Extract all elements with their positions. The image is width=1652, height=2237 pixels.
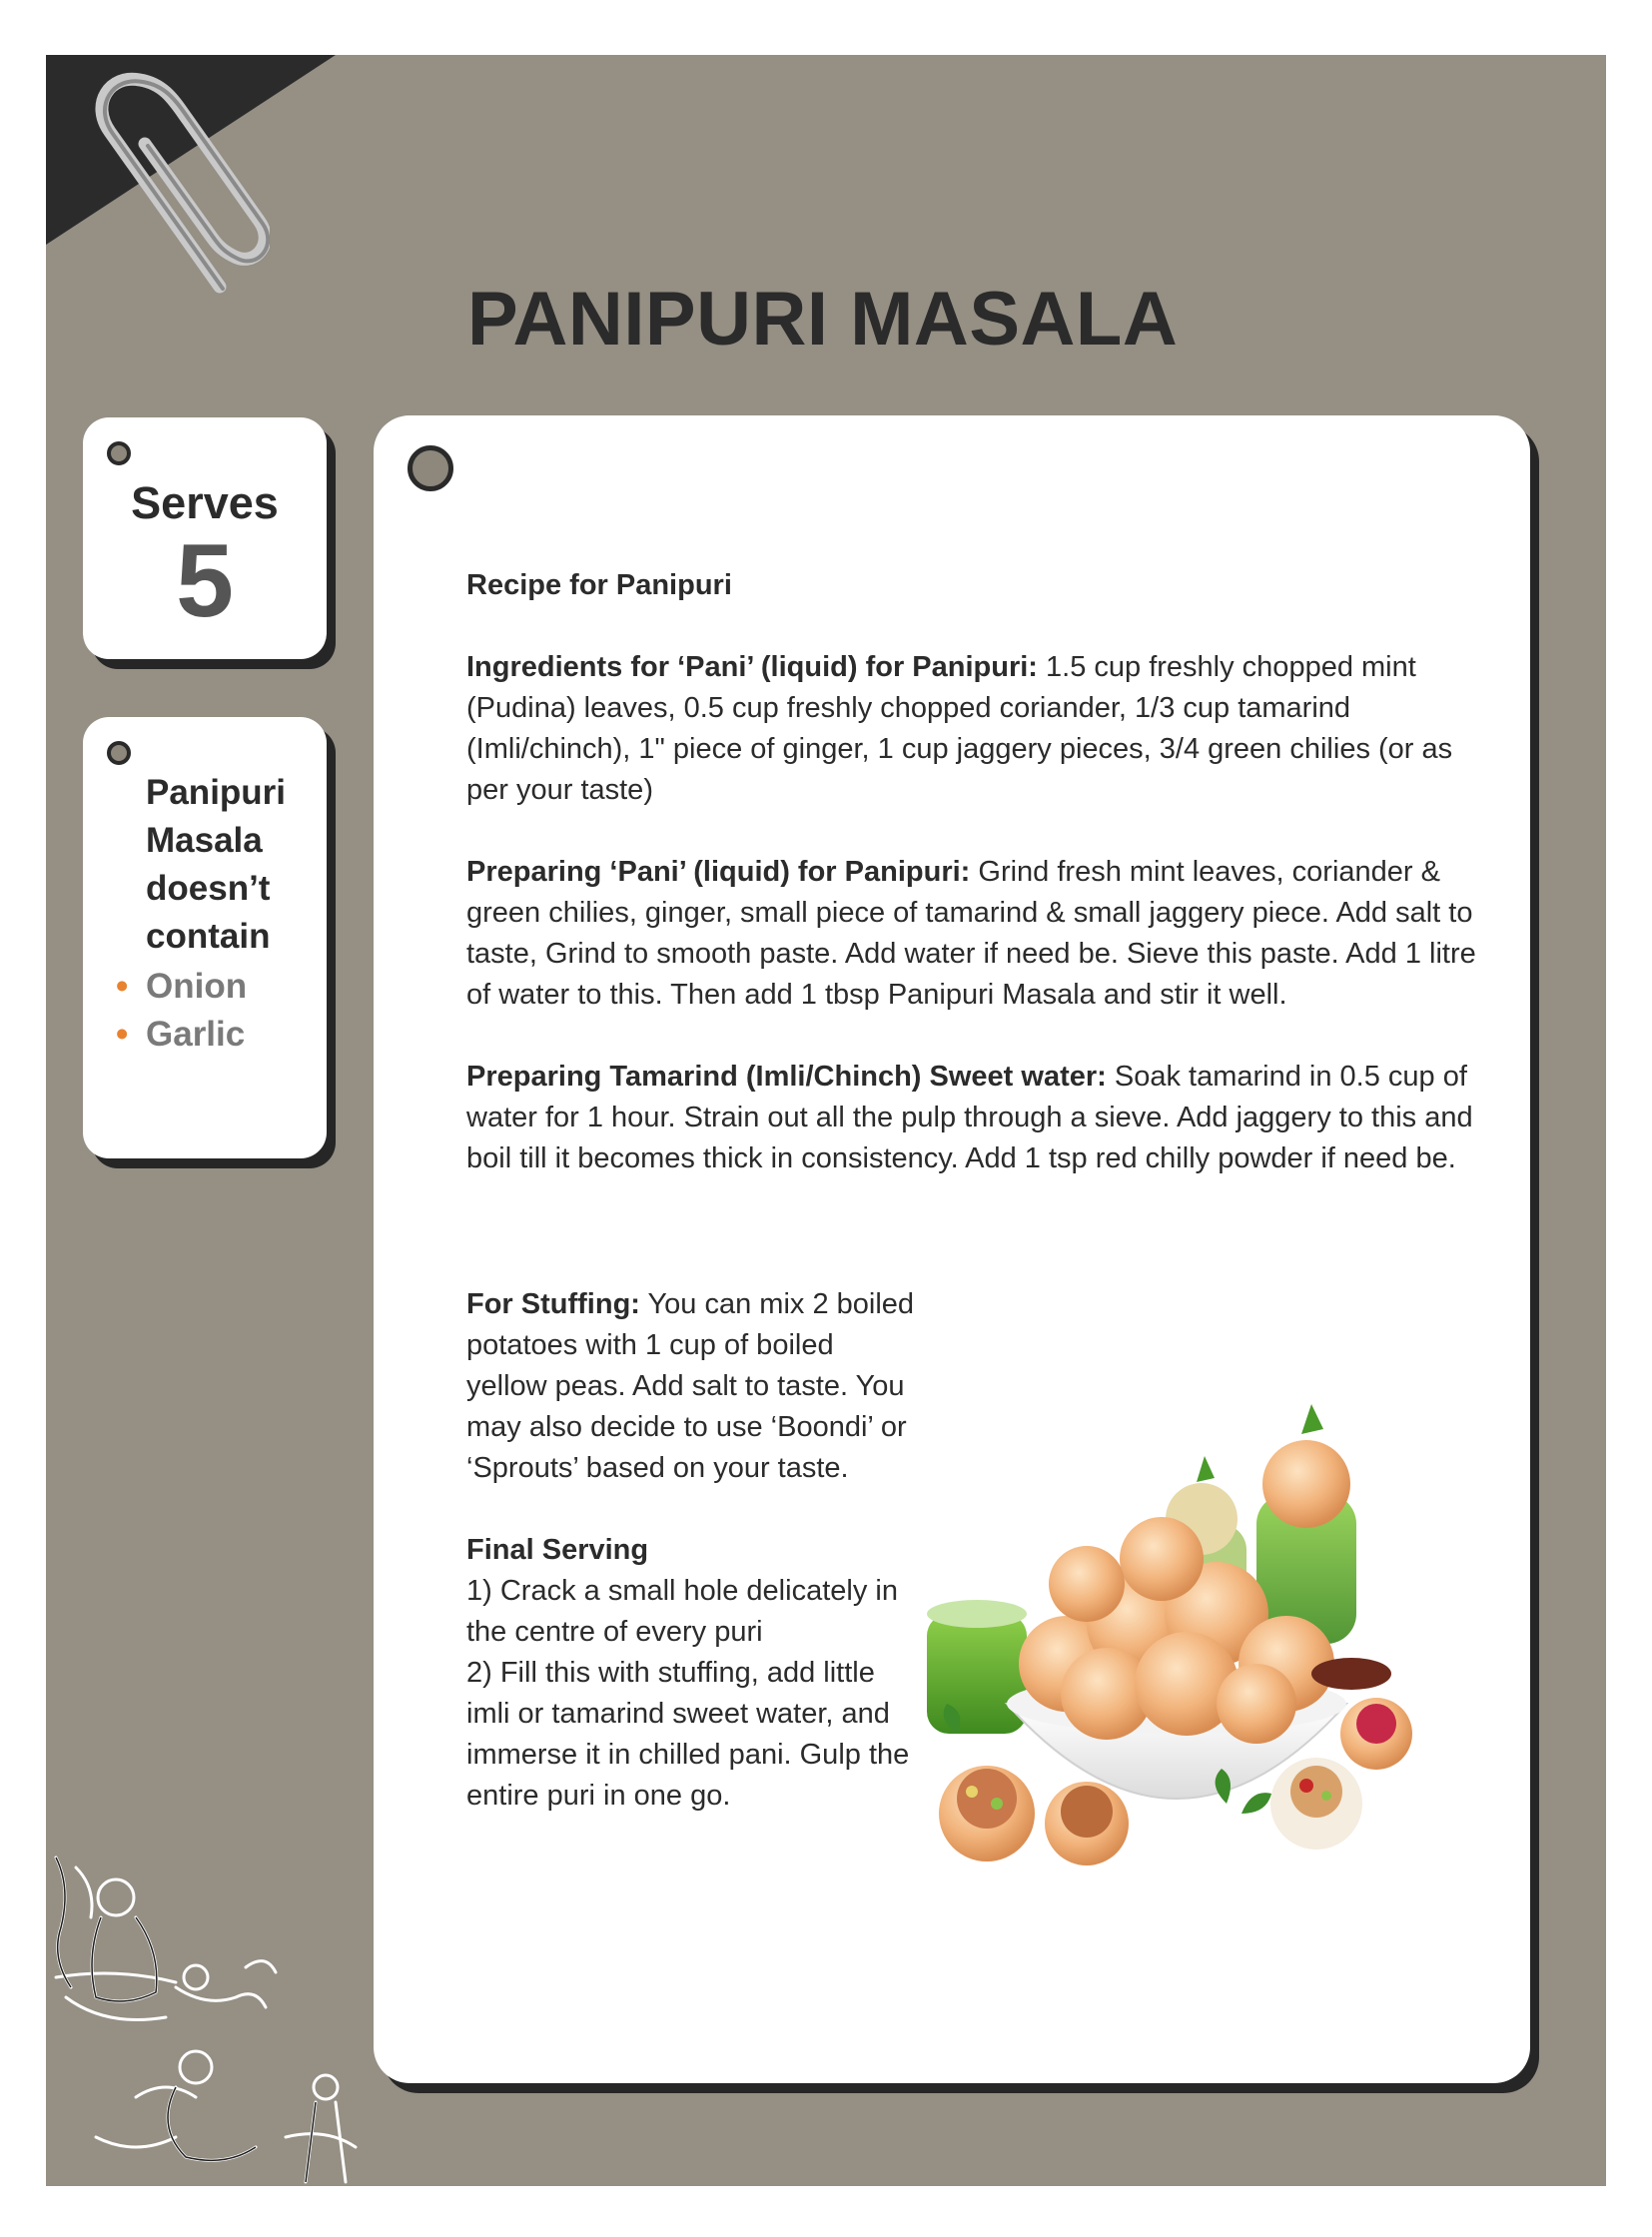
tamarind-paragraph — [466, 1057, 1480, 1179]
ingredients-label: Ingredients for ‘Pani’ (liquid) for Panipuri: — [466, 651, 1038, 683]
pani-text: Grind fresh mint leaves, coriander & green chilies, ginger, small piece of tamarind & small jaggery piece. Add salt to taste, Grind to smooth paste. Add water if need be. Sieve this paste. Add 1 litre of water to this. Then add 1 tbsp Panipuri Masala and stir it well. — [466, 856, 1476, 1011]
pani-paragraph — [466, 852, 1480, 1016]
stuffing-label: For Stuffing: — [466, 1288, 640, 1320]
tamarind-text: Soak tamarind in 0.5 cup of water for 1 hour. Strain out all the pulp through a sieve. Add jaggery to this and boil till it becomes thick in consistency. Add 1 tsp red chilly powder if need be. — [466, 1061, 1473, 1174]
not-contain-heading: Panipuri Masala doesn’t contain — [146, 773, 287, 956]
list-item — [116, 963, 247, 1011]
paperclip-icon — [70, 62, 270, 302]
ingredients-text: 1.5 cup freshly chopped mint (Pudina) leaves, 0.5 cup freshly chopped coriander, 1/3 cup tamarind (Imli/chinch), 1" piece of ginger, 1 cup jaggery pieces, 3/4 green chilies (or as per your taste) — [466, 651, 1453, 806]
panipuri-photo — [897, 1374, 1456, 1893]
decorative-sketch — [46, 1838, 366, 2187]
stuffing-paragraph — [466, 1284, 916, 1489]
serves-card — [83, 417, 327, 659]
serving-paragraph — [466, 1530, 916, 1817]
serving-step-1: 1) Crack a small hole delicately in the centre of every puri — [466, 1575, 898, 1648]
recipe-heading: Recipe for Panipuri — [466, 569, 732, 601]
pani-label: Preparing ‘Pani’ (liquid) for Panipuri: — [466, 856, 971, 888]
punch-hole-icon — [107, 441, 131, 465]
page-title: PANIPURI MASALA — [467, 277, 1179, 362]
serving-step-2: 2) Fill this with stuffing, add little imli or tamarind sweet water, and immerse it in chilled pani. Gulp the entire puri in one go. — [466, 1657, 910, 1812]
stuffing-text: You can mix 2 boiled potatoes with 1 cup of boiled yellow peas. Add salt to taste. You may also decide to use ‘Boondi’ or ‘Sprouts’ based on your taste. — [466, 1288, 915, 1484]
list-item — [116, 1011, 247, 1059]
tamarind-label: Preparing Tamarind (Imli/Chinch) Sweet water: — [466, 1061, 1107, 1093]
bullet-icon: • — [116, 1015, 129, 1054]
stuffing-column — [466, 1284, 916, 1817]
ingredients-paragraph — [466, 647, 1480, 811]
list-item-label: Garlic — [146, 1015, 246, 1054]
serves-count: 5 — [176, 523, 234, 639]
serving-label: Final Serving — [466, 1534, 649, 1566]
serves-label: Serves — [131, 477, 279, 528]
punch-hole-icon — [408, 445, 453, 491]
punch-hole-icon — [107, 741, 131, 765]
recipe-card — [374, 415, 1530, 2083]
list-item-label: Onion — [146, 967, 248, 1006]
not-contain-list — [116, 963, 247, 1059]
not-contain-card — [83, 717, 327, 1158]
bullet-icon: • — [116, 967, 129, 1006]
recipe-body — [466, 565, 1480, 1220]
